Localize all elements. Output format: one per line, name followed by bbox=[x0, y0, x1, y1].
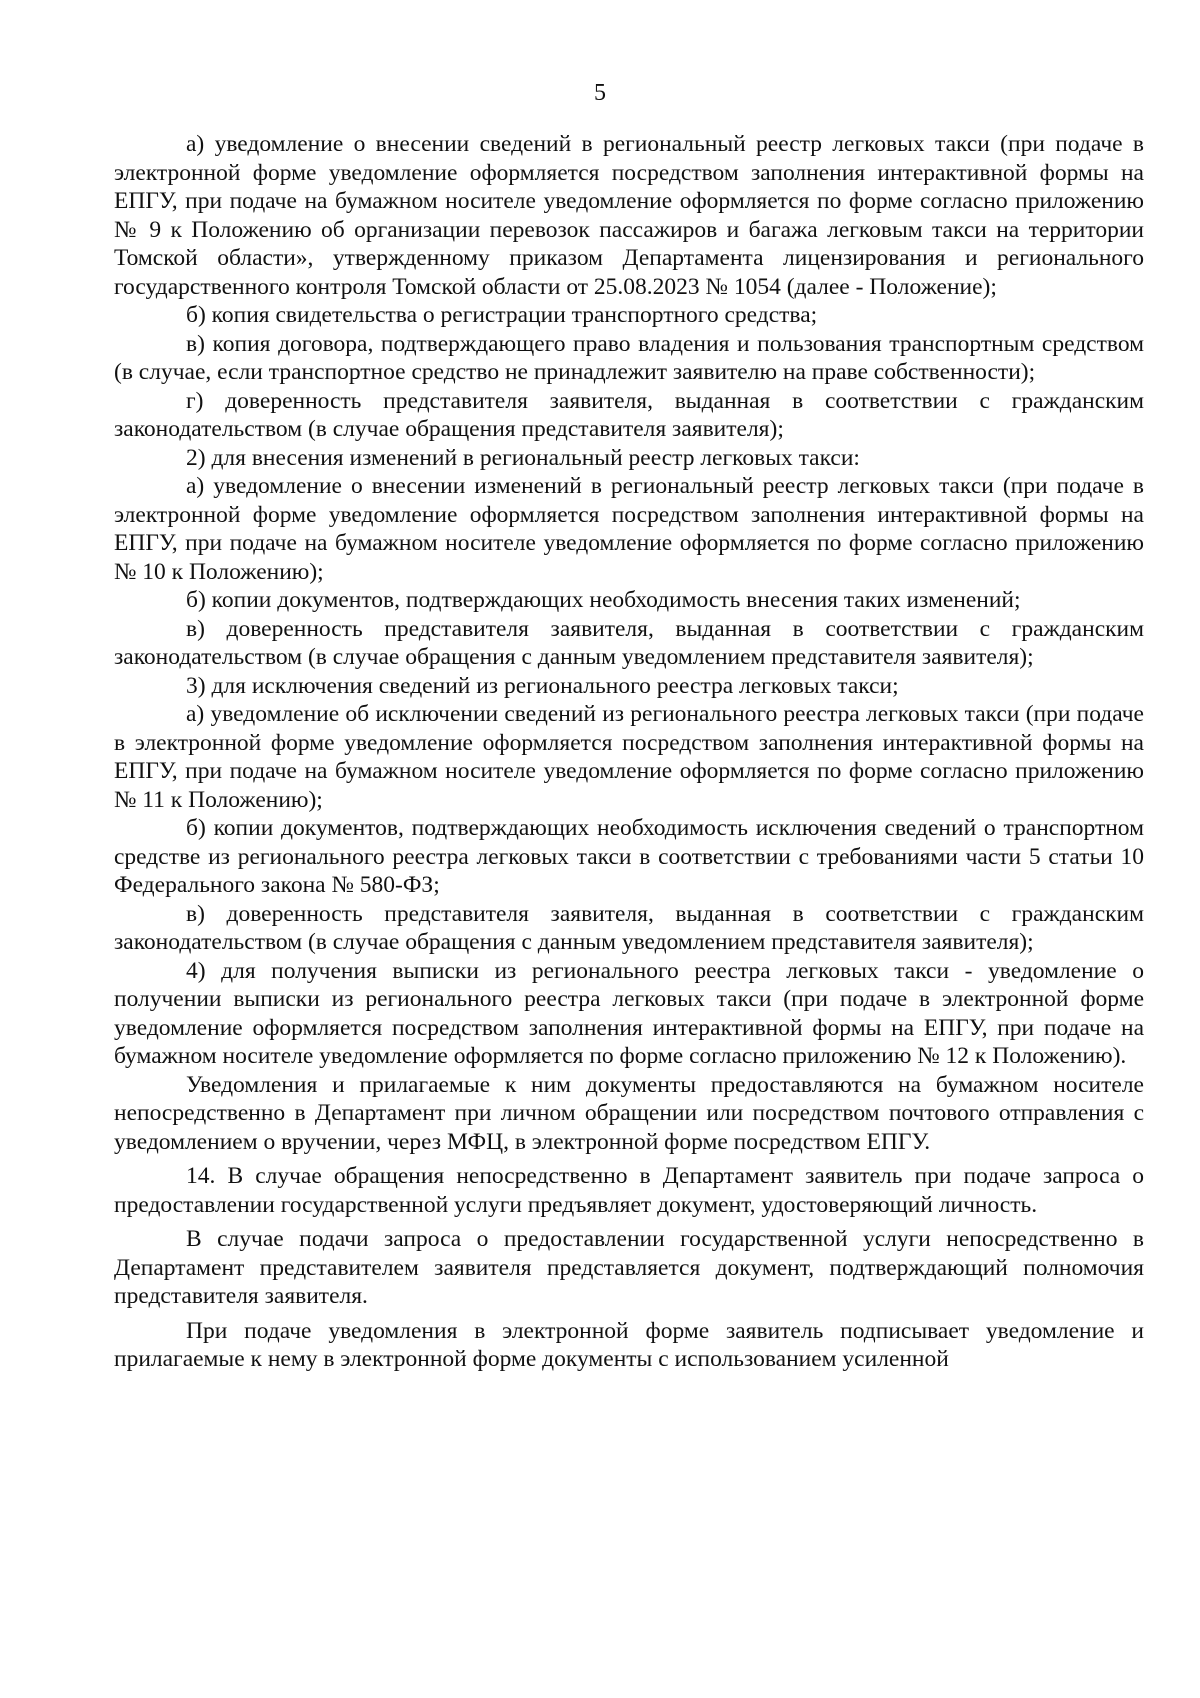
page-number: 5 bbox=[594, 80, 606, 106]
paragraph-submission-methods: Уведомления и прилагаемые к ним документы предоставляются на бумажном носителе непосредственно в Департамент при личном обращении или посредством почтового отправления с уведомлением о вручении, через МФЦ, в электронной форме посредством ЕПГУ. bbox=[114, 1071, 1144, 1155]
paragraph-electronic-signature: При подаче уведомления в электронной форме заявитель подписывает уведомление и прилагаемые к нему в электронной форме документы с использованием усиленной bbox=[114, 1317, 1144, 1372]
paragraph-3v-power-of-attorney: в) доверенность представителя заявителя, выданная в соответствии с гражданским законодательством (в случае обращения с данным уведомлением представителя заявителя); bbox=[114, 900, 1144, 955]
paragraph-1v-ownership-contract: в) копия договора, подтверждающего право владения и пользования транспортным средством (в случае, если транспортное средство не принадлежит заявителю на праве собственности); bbox=[114, 330, 1144, 385]
paragraph-2b-supporting-documents: б) копии документов, подтверждающих необходимость внесения таких изменений; bbox=[186, 587, 1021, 613]
paragraph-1b-registration-copy: б) копия свидетельства о регистрации транспортного средства; bbox=[186, 302, 818, 328]
paragraph-3a-notification-exclusion: а) уведомление об исключении сведений из регионального реестра легковых такси (при подаче в электронной форме уведомление оформляется посредством заполнения интерактивной формы на ЕПГУ, при подаче на бумажном носителе уведомление оформляется по форме согласно приложению № 11 к Положению); bbox=[114, 701, 1144, 813]
paragraph-2v-power-of-attorney: в) доверенность представителя заявителя, выданная в соответствии с гражданским законодательством (в случае обращения с данным уведомлением представителя заявителя); bbox=[114, 615, 1144, 670]
paragraph-2a-notification-changes: а) уведомление о внесении изменений в региональный реестр легковых такси (при подаче в электронной форме уведомление оформляется посредством заполнения интерактивной формы на ЕПГУ, при подаче на бумажном носителе уведомление оформляется по форме согласно приложению № 10 к Положению); bbox=[114, 473, 1144, 585]
paragraph-1g-power-of-attorney: г) доверенность представителя заявителя, выданная в соответствии с гражданским законодательством (в случае обращения представителя заявителя); bbox=[114, 387, 1144, 442]
paragraph-2-changes-heading: 2) для внесения изменений в региональный реестр легковых такси: bbox=[186, 444, 860, 471]
paragraph-4-extract-request: 4) для получения выписки из регионального реестра легковых такси - уведомление о получении выписки из регионального реестра легковых такси (при подаче в электронной форме уведомление оформляется посредством заполнения интерактивной формы на ЕПГУ, при подаче на бумажном носителе уведомление оформляется по форме согласно приложению № 12 к Положению). bbox=[114, 957, 1144, 1069]
paragraph-3-exclusion-heading: 3) для исключения сведений из регионального реестра легковых такси; bbox=[186, 672, 899, 699]
paragraph-3b-supporting-documents: б) копии документов, подтверждающих необходимость исключения сведений о транспортном средстве из регионального реестра легковых такси в соответствии с требованиями части 5 статьи 10 Федерального закона № 580-ФЗ; bbox=[114, 815, 1144, 898]
paragraph-14-identity-document: 14. В случае обращения непосредственно в Департамент заявитель при подаче запроса о предоставлении государственной услуги предъявляет документ, удостоверяющий личность. bbox=[114, 1163, 1144, 1218]
paragraph-1a-notification-include: а) уведомление о внесении сведений в региональный реестр легковых такси (при подаче в электронной форме уведомление оформляется посредством заполнения интерактивной формы на ЕПГУ, при подаче на бумажном носителе уведомление оформляется по форме согласно приложению № 9 к Положению об организации перевозок пассажиров и багажа легковым такси на территории Томской области», утвержденному приказом Департамента лицензирования и регионального государственного контроля Томской области от 25.08.2023 № 1054 (далее - Положение); bbox=[114, 131, 1144, 300]
document-body bbox=[114, 130, 1144, 1374]
paragraph-representative-authority: В случае подачи запроса о предоставлении государственной услуги непосредственно в Департамент представителем заявителя представляется документ, подтверждающий полномочия представителя заявителя. bbox=[114, 1226, 1144, 1309]
